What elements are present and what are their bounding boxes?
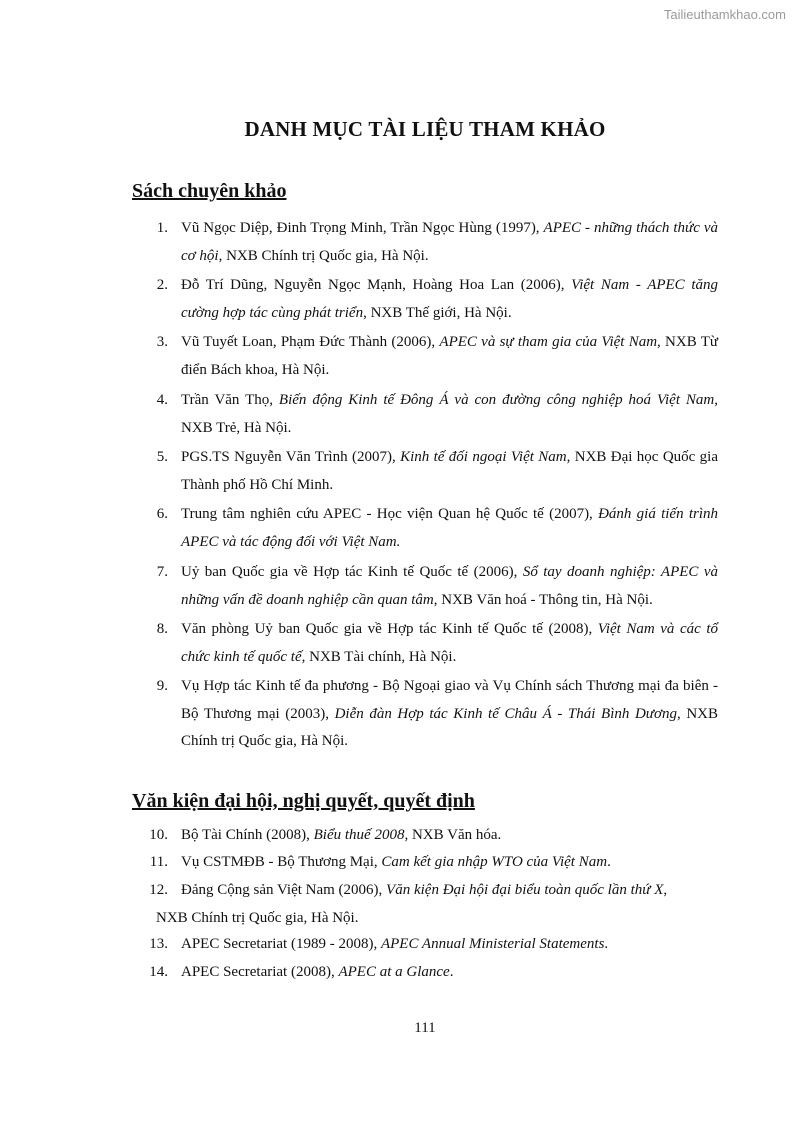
item-publisher: , NXB Đại học Quốc gia Thành phố Hồ Chí Minh. — [181, 449, 718, 493]
item-author: Trần Văn Thọ, — [181, 392, 279, 408]
item-publisher: , NXB Văn hoá - Thông tin, Hà Nội. — [433, 591, 653, 608]
item-author: APEC Secretariat (1989 - 2008), — [181, 936, 381, 952]
item-number: 2. — [156, 277, 168, 293]
list-item — [140, 616, 718, 671]
page-title: DANH MỤC TÀI LIỆU THAM KHẢO — [244, 117, 606, 141]
item-title: APEC Annual Ministerial Statements — [380, 936, 605, 952]
item-title: Văn kiện Đại hội đại biểu toàn quốc lần thứ X — [386, 882, 664, 898]
item-title: Cam kết gia nhập WTO của Việt Nam — [381, 854, 608, 870]
list-item — [140, 501, 718, 556]
item-number: 12. — [149, 882, 168, 898]
page-number: 111 — [414, 1020, 436, 1036]
item-number: 1. — [156, 220, 168, 236]
item-publisher: , NXB Chính trị Quốc gia, Hà Nội. — [181, 705, 718, 749]
list-item — [140, 877, 718, 932]
item-publisher: , NXB Từ điển Bách khoa, Hà Nội. — [181, 334, 718, 378]
item-title: APEC at a Glance — [338, 964, 450, 980]
item-publisher: . — [607, 854, 611, 870]
list-item — [140, 444, 718, 499]
item-author: PGS.TS Nguyễn Văn Trình (2007), — [181, 449, 401, 465]
item-publisher: , NXB Tài chính, Hà Nội. — [301, 648, 457, 665]
list-item — [140, 387, 718, 442]
item-author: APEC Secretariat (2008), — [181, 964, 339, 980]
section-heading-books: Sách chuyên khảo — [132, 180, 287, 202]
list-item — [140, 215, 718, 270]
watermark: Tailieuthamkhao.com — [663, 7, 786, 22]
item-author: Đỗ Trí Dũng, Nguyễn Ngọc Mạnh, Hoàng Hoa Lan (2006), — [181, 277, 572, 293]
item-number: 8. — [156, 621, 168, 637]
item-title: Sổ tay doanh nghiệp: APEC và những vấn đề doanh nghiệp cần quan tâm — [181, 564, 719, 608]
item-author: Đảng Cộng sản Việt Nam (2006), — [181, 882, 387, 898]
list-item — [140, 673, 718, 756]
item-author: Bộ Tài Chính (2008), — [181, 827, 314, 843]
item-number: 6. — [156, 506, 168, 522]
item-title: Kinh tế đối ngoại Việt Nam — [400, 449, 567, 465]
item-publisher: . — [604, 936, 609, 952]
item-title: APEC và sự tham gia của Việt Nam — [439, 334, 658, 350]
item-title: Đánh giá tiến trình APEC và tác động đối với Việt Nam. — [181, 506, 719, 550]
item-title: Việt Nam - APEC tăng cường hợp tác cùng phát triển — [181, 277, 718, 321]
item-author: Vụ CSTMĐB - Bộ Thương Mại, — [181, 854, 382, 870]
item-publisher: , NXB Thế giới, Hà Nội. — [363, 304, 512, 321]
list-item — [140, 849, 718, 877]
list-item — [140, 329, 718, 384]
item-title: Việt Nam và các tổ chức kinh tế quốc tế — [181, 621, 718, 665]
list-item — [140, 559, 718, 614]
item-publisher: , NXB Trẻ, Hà Nội. — [181, 392, 718, 436]
list-item — [140, 931, 718, 959]
item-number: 9. — [156, 678, 168, 694]
item-number: 3. — [156, 334, 168, 350]
item-number: 10. — [149, 827, 168, 843]
item-title: Biến động Kinh tế Đông Á và con đường công nghiệp hoá Việt Nam — [278, 392, 715, 408]
item-author: Vũ Tuyết Loan, Phạm Đức Thành (2006), — [181, 334, 440, 350]
item-publisher: . — [449, 964, 454, 980]
item-continuation: NXB Chính trị Quốc gia, Hà Nội. — [156, 909, 359, 926]
list-item — [140, 822, 718, 850]
item-title: APEC - những thách thức và cơ hội — [181, 220, 718, 264]
item-number: 13. — [149, 936, 168, 952]
item-title: Biểu thuế 2008 — [313, 827, 405, 843]
item-author: Vụ Hợp tác Kinh tế đa phương - Bộ Ngoại giao và Vụ Chính sách Thương mại đa biên - Bộ Thương mại (2003), — [181, 678, 718, 722]
item-number: 7. — [156, 564, 168, 580]
item-title: Diễn đàn Hợp tác Kinh tế Châu Á - Thái Bình Dương — [334, 705, 677, 722]
item-number: 5. — [156, 449, 168, 465]
item-author: Vũ Ngọc Diệp, Đinh Trọng Minh, Trần Ngọc Hùng (1997), — [181, 220, 544, 236]
item-author: Uỷ ban Quốc gia về Hợp tác Kinh tế Quốc tế (2006), — [181, 564, 523, 580]
item-author: Văn phòng Uỷ ban Quốc gia về Hợp tác Kinh tế Quốc tế (2008), — [181, 621, 598, 637]
item-publisher: , NXB Văn hóa. — [404, 827, 502, 843]
item-number: 4. — [156, 392, 168, 408]
item-number: 11. — [149, 854, 168, 870]
item-publisher: , — [663, 882, 668, 898]
item-number: 14. — [149, 964, 168, 980]
item-author: Trung tâm nghiên cứu APEC - Học viện Quan hệ Quốc tế (2007), — [181, 506, 599, 522]
list-item — [140, 272, 718, 327]
section-heading-documents: Văn kiện đại hội, nghị quyết, quyết định — [132, 790, 475, 812]
list-item — [140, 959, 718, 987]
item-publisher: , NXB Chính trị Quốc gia, Hà Nội. — [218, 247, 429, 264]
